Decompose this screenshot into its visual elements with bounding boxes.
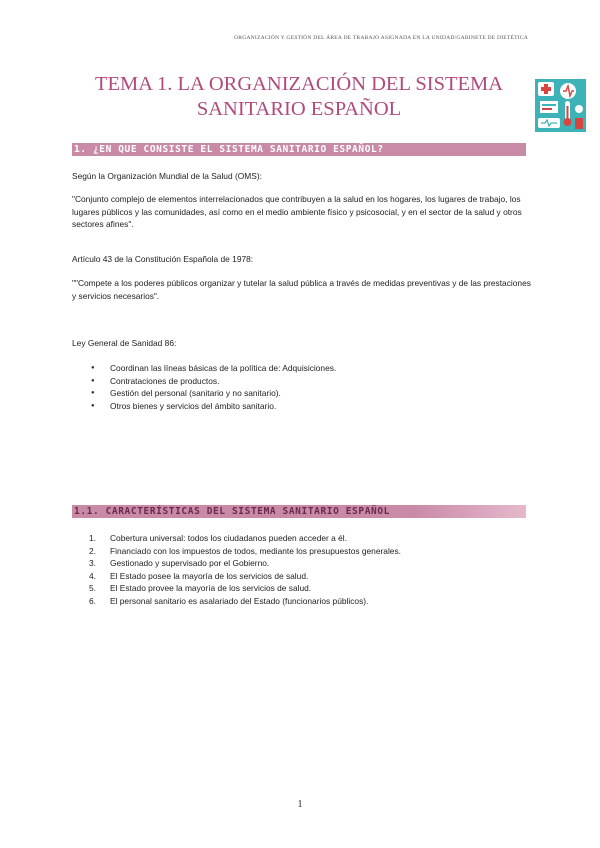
list-item: ● Otros bienes y servicios del ámbito sanitario. (72, 400, 336, 413)
section-heading-1-1: 1.1. CARACTERÍSTICAS DEL SISTEMA SANITARIO ESPAÑOL (72, 505, 526, 518)
oms-quote: "Conjunto complejo de elementos interrelacionados que contribuyen a la salud en los hogares, los lugares de trabajo, los lugares públicos y las comunidades, así como en el medio ambiente físico y psicosocial, y en el sector de la salud y otros sectores afines". (72, 194, 522, 229)
list-item-number: 5. (89, 583, 96, 593)
list-item: ● Coordinan las líneas básicas de la política de: Adquisiciones. (72, 362, 336, 375)
list-item-number: 2. (89, 545, 96, 556)
oms-intro: Según la Organización Mundial de la Salud (OMS): (72, 171, 262, 181)
list-item (72, 570, 401, 583)
ley-general-list (72, 362, 336, 412)
list-item (72, 532, 401, 545)
list-item-text: El personal sanitario es asalariado del Estado (funcionarios públicos). (110, 595, 369, 606)
page-title (72, 72, 526, 122)
list-item (72, 557, 401, 570)
characteristics-list (72, 532, 401, 607)
list-item: ● Gestión del personal (sanitario y no sanitario). (72, 387, 336, 400)
list-item-text: Financiado con los impuestos de todos, mediante los presupuestos generales. (110, 545, 401, 556)
medical-collage-icon (535, 79, 586, 132)
running-header: ORGANIZACIÓN Y GESTIÓN DEL ÁREA DE TRABAJO ASIGNADA EN LA UNIDAD/GABINETE DE DIETÉTICA (234, 35, 528, 41)
page-title-line-1: TEMA 1. LA ORGANIZACIÓN DEL SISTEMA (94, 73, 504, 95)
constitution-intro: Artículo 43 de la Constitución Española de 1978: (72, 254, 254, 264)
list-item-text: Cobertura universal: todos los ciudadanos pueden acceder a él. (110, 533, 347, 543)
list-item (72, 595, 401, 608)
section-heading-1: 1. ¿EN QUE CONSISTE EL SISTEMA SANITARIO ESPAÑOL? (72, 143, 526, 156)
list-item-text: Gestionado y supervisado por el Gobierno. (110, 558, 270, 568)
list-item (72, 545, 401, 558)
list-item (72, 582, 401, 595)
list-item-number: 4. (89, 570, 96, 581)
ley-general-intro: Ley General de Sanidad 86: (72, 338, 177, 348)
list-item-text: El Estado provee la mayoría de los servicios de salud. (110, 583, 312, 593)
constitution-quote: ""Compete a los poderes públicos organizar y tutelar la salud pública a través de medidas preventivas y de las prestaciones y servicios necesarios". (72, 278, 531, 301)
list-item-number: 6. (89, 595, 96, 606)
page-title-line-2: SANITARIO ESPAÑOL (196, 98, 402, 120)
list-item-number: 3. (89, 558, 96, 568)
list-item-number: 1. (89, 533, 96, 543)
list-item: ● Contrataciones de productos. (72, 375, 336, 388)
list-item-text: El Estado posee la mayoría de los servicios de salud. (110, 570, 309, 581)
page-number: 1 (297, 799, 303, 810)
